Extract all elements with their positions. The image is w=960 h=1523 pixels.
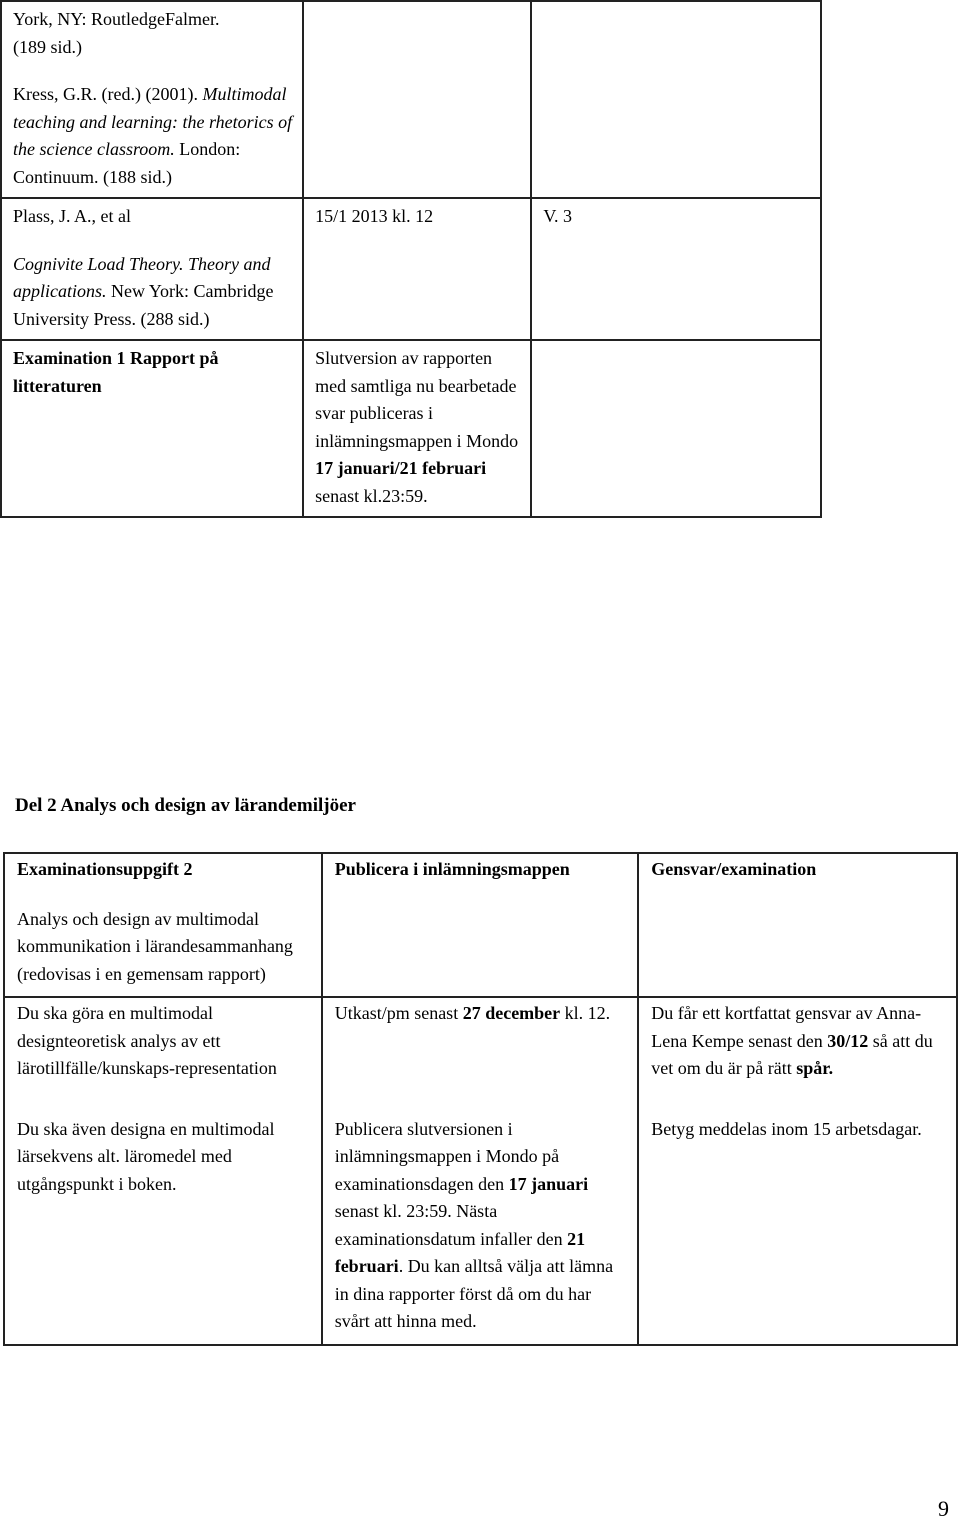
reference-kress bbox=[13, 81, 294, 191]
session-week: V. 3 bbox=[543, 206, 573, 226]
task-intro-cell bbox=[4, 892, 322, 998]
grade-info: Betyg meddelas inom 15 arbetsdagar. bbox=[651, 1118, 922, 1139]
examination-table bbox=[3, 852, 958, 1346]
table-row bbox=[4, 1091, 957, 1345]
header-cell bbox=[638, 853, 957, 892]
reference-plass bbox=[13, 251, 294, 334]
reference-line: York, NY: RoutledgeFalmer. bbox=[13, 9, 220, 29]
publish-draft bbox=[335, 1000, 628, 1028]
feedback-cell bbox=[638, 997, 957, 1091]
exam1-desc-text: Slutversion av rapporten med samtliga nu bearbetade svar publiceras i inlämningsmappen i Mondo bbox=[315, 348, 519, 451]
exam-desc-cell bbox=[303, 340, 531, 517]
publish-text: Publicera slutversionen i inlämningsmappen i Mondo på examinationsdagen den bbox=[334, 1118, 560, 1194]
header-cell bbox=[322, 853, 639, 892]
publish-text: Utkast/pm senast bbox=[334, 1003, 459, 1023]
page-number: 9 bbox=[938, 1496, 949, 1521]
section-heading: Del 2 Analys och design av lärandemiljöer bbox=[15, 795, 356, 816]
reading-schedule-table bbox=[0, 0, 822, 518]
publish-cell bbox=[322, 997, 639, 1091]
reference-author: Plass, J. A., et al bbox=[13, 206, 132, 226]
task-cell bbox=[4, 1091, 322, 1345]
task-cell bbox=[4, 997, 322, 1091]
table-row bbox=[1, 340, 821, 517]
task-analysis: Du ska göra en multimodal designteoretisk analys av ett lärotillfälle/kunskaps-representation bbox=[17, 1003, 277, 1078]
feedback-text bbox=[651, 1000, 946, 1083]
empty-cell bbox=[531, 340, 821, 517]
table-row bbox=[1, 1, 821, 198]
feedback-date: 30/12 bbox=[827, 1030, 869, 1051]
week-cell bbox=[531, 198, 821, 340]
reference-cell bbox=[1, 1, 303, 198]
exam1-desc-text: senast kl.23:59. bbox=[315, 485, 428, 506]
column-header: Gensvar/examination bbox=[651, 859, 817, 879]
column-header: Examinationsuppgift 2 bbox=[17, 859, 193, 879]
reference-cell bbox=[1, 198, 303, 340]
task-design: Du ska även designa en multimodal lärsekvens alt. läromedel med utgångspunkt i boken. bbox=[17, 1118, 275, 1194]
exam1-label: Examination 1 Rapport på litteraturen bbox=[13, 348, 219, 396]
draft-deadline: 27 december bbox=[462, 1003, 561, 1023]
feedback-part: Du får ett kortfattat gensvar av Anna-Lena Kempe senast den bbox=[651, 1003, 922, 1051]
reference-publisher: London: Continuum. (188 sid.) bbox=[13, 139, 241, 187]
table-row bbox=[4, 997, 957, 1091]
reference-publisher: New York: Cambridge University Press. (288 sid.) bbox=[13, 281, 274, 329]
exam1-deadline: 17 januari/21 februari bbox=[315, 458, 487, 478]
exam-label-cell bbox=[1, 340, 303, 517]
header-cell bbox=[4, 853, 322, 892]
feedback-part: så att du vet om du är på rätt bbox=[651, 1030, 933, 1078]
table-row bbox=[4, 892, 957, 998]
session-date: 15/1 2013 kl. 12 bbox=[315, 206, 434, 226]
week-cell bbox=[531, 1, 821, 198]
empty-cell bbox=[322, 892, 639, 998]
date-cell bbox=[303, 1, 531, 198]
table-header-row bbox=[4, 853, 957, 892]
table-row bbox=[1, 198, 821, 340]
exam1-description bbox=[315, 345, 522, 510]
publish-cell bbox=[322, 1091, 639, 1345]
publish-text: kl. 12. bbox=[564, 1003, 611, 1023]
empty-cell bbox=[638, 892, 957, 998]
publish-text: . Du kan alltså välja att lämna in dina rapporter först då om du har svårt att hinna med. bbox=[334, 1256, 614, 1331]
publish-text: senast kl. 23:59. Nästa examinationsdatum infaller den bbox=[334, 1201, 563, 1249]
reference-line: (189 sid.) bbox=[13, 36, 82, 57]
feedback-cell bbox=[638, 1091, 957, 1345]
task-intro: Analys och design av multimodal kommunikation i lärandesammanhang (redovisas i en gemensam rapport) bbox=[17, 908, 293, 984]
feedback-part: spår. bbox=[796, 1058, 834, 1078]
next-exam-date: 21 februari bbox=[334, 1228, 586, 1276]
final-deadline: 17 januari bbox=[508, 1173, 589, 1194]
column-header: Publicera i inlämningsmappen bbox=[334, 859, 570, 879]
reference-title: Multimodal teaching and learning: the rhetorics of the science classroom. bbox=[13, 84, 293, 159]
reference-title: Cognivite Load Theory. Theory and applications. bbox=[13, 253, 271, 301]
publish-final bbox=[335, 1116, 628, 1336]
reference-author: Kress, G.R. (red.) (2001). bbox=[13, 84, 198, 104]
date-cell bbox=[303, 198, 531, 340]
